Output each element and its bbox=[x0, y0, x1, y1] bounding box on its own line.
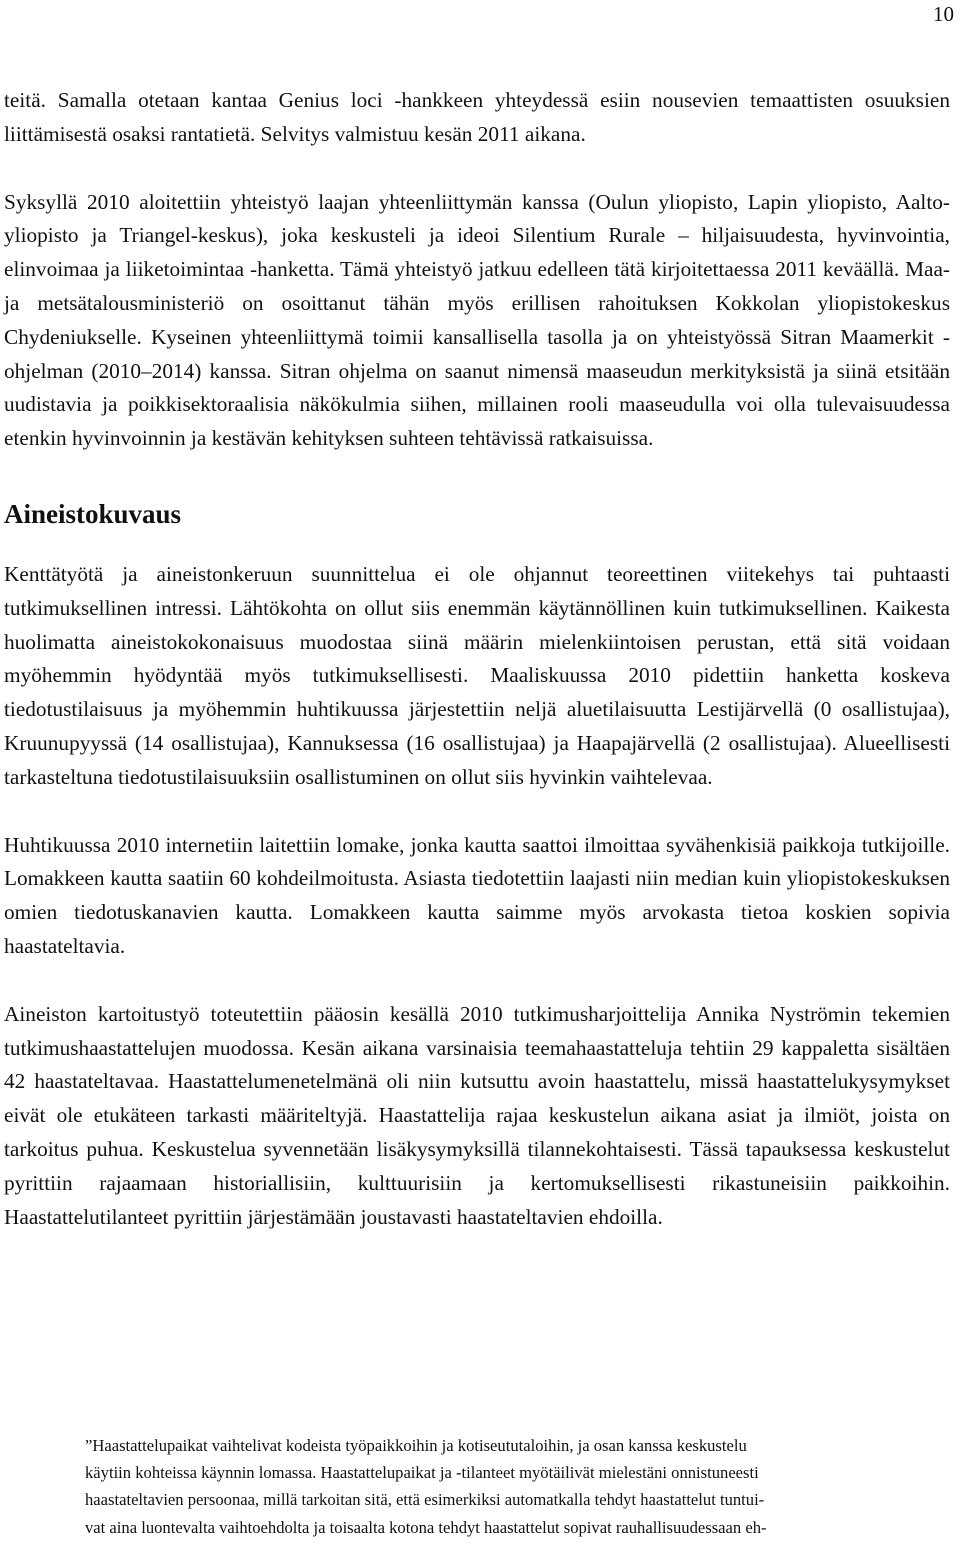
quote-line: käytiin kohteissa käynnin lomassa. Haastattelupaikat ja -tilanteet myötäilivät mielestäni onnistuneesti bbox=[85, 1463, 759, 1483]
section-spacer bbox=[4, 456, 950, 497]
block-quote bbox=[85, 1432, 949, 1541]
section-spacer bbox=[4, 531, 950, 558]
quote-line: haastateltavien persoonaa, millä tarkoitan sitä, että esimerkiksi automatkalla tehdyt haastattelut tuntui- bbox=[85, 1490, 765, 1510]
quote-line: ”Haastattelupaikat vaihtelivat kodeista työpaikkoihin ja kotiseututaloihin, ja osan kanssa keskustelu bbox=[85, 1436, 747, 1455]
paragraph-spacer bbox=[4, 964, 950, 998]
quote-line: vat aina luontevalta vaihtoehdolta ja toisaalta kotona tehdyt haastattelut sopivat rauhallisuudessaan eh- bbox=[85, 1517, 767, 1537]
document-body bbox=[4, 84, 950, 1234]
page-number: 10 bbox=[933, 2, 954, 26]
body-paragraph: teitä. Samalla otetaan kantaa Genius loci -hankkeen yhteydessä esiin nousevien temaattisten osuuksien liittämisestä osaksi rantatietä. Selvitys valmistuu kesän 2011 aikana. bbox=[4, 88, 950, 146]
paragraph-spacer bbox=[4, 795, 950, 829]
body-paragraph: Kenttätyötä ja aineistonkeruun suunnittelua ei ole ohjannut teoreettinen viitekehys tai puhtaasti tutkimuksellinen intressi. Lähtökohta on ollut siis enemmän käytännöllinen kuin tutkimuksellinen. Kaikesta huolimatta aineistokokonaisuus muodostaa siinä määrin mielenkiintoisen perustan, että sitä voidaan myöhemmin hyödyntää myös tutkimuksellisesti. Maaliskuussa 2010 pidettiin hanketta koskeva tiedotustilaisuus ja myöhemmin huhtikuussa järjestettiin neljä aluetilaisuutta Lestijärvellä (0 osallistujaa), Kruunupyyssä (14 osallistujaa), Kannuksessa (16 osallistujaa) ja Haapajärvellä (2 osallistujaa). Alueellisesti tarkasteltuna tiedotustilaisuuksiin osallistuminen on ollut siis hyvinkin vaihtelevaa. bbox=[4, 561, 950, 789]
section-heading: Aineistokuvaus bbox=[4, 498, 182, 529]
paragraph-spacer bbox=[4, 152, 950, 186]
body-paragraph: Syksyllä 2010 aloitettiin yhteistyö laajan yhteenliittymän kanssa (Oulun yliopisto, Lapin yliopisto, Aalto-yliopisto ja Triangel-keskus), joka keskusteli ja ideoi Silentium Rurale – hiljaisuudesta, hyvinvointia, elinvoimaa ja liiketoimintaa -hanketta. Tämä yhteistyö jatkuu edelleen tätä kirjoitettaessa 2011 keväällä. Maa- ja metsätalousministeriö on osoittanut tähän myös erillisen rahoituksen Kokkolan yliopistokeskus Chydeniukselle. Kyseinen yhteenliittymä toimii kansallisella tasolla ja on yhteistyössä Sitran Maamerkit -ohjelman (2010–2014) kanssa. Sitran ohjelma on saanut nimensä maaseudun merkityksistä ja siinä etsitään uudistavia ja poikkisektoraalisia näkökulmia siihen, millainen rooli maaseudulla voi olla tulevaisuudessa etenkin hyvinvoinnin ja kestävän kehityksen suhteen tehtävissä ratkaisuissa. bbox=[4, 189, 950, 451]
body-paragraph: Huhtikuussa 2010 internetiin laitettiin lomake, jonka kautta saattoi ilmoittaa syvähenkisiä paikkoja tutkijoille. Lomakkeen kautta saatiin 60 kohdeilmoitusta. Asiasta tiedotettiin laajasti niin median kuin yliopistokeskuksen omien tiedotuskanavien kautta. Lomakkeen kautta saimme myös arvokasta tietoa koskien sopivia haastateltavia. bbox=[4, 832, 950, 958]
body-paragraph: Aineiston kartoitustyö toteutettiin pääosin kesällä 2010 tutkimusharjoittelija Annika Nyströmin tekemien tutkimushaastattelujen muodossa. Kesän aikana varsinaisia teemahaastatteluja tehtiin 29 kappaletta sisältäen 42 haastateltavaa. Haastattelumenetelmänä oli niin kutsuttu avoin haastattelu, missä haastattelukysymykset eivät ole etukäteen tarkasti määriteltyjä. Haastattelija rajaa keskustelun aikana asiat ja ilmiöt, joista on tarkoitus puhua. Keskustelua syvennetään lisäkysymyksillä tilannekohtaisesti. Tässä tapauksessa keskustelut pyrittiin rajaamaan historiallisiin, kulttuurisiin ja kertomuksellisesti rikastuneisiin paikkoihin. Haastattelutilanteet pyrittiin järjestämään joustavasti haastateltavien ehdoilla. bbox=[4, 1001, 950, 1229]
